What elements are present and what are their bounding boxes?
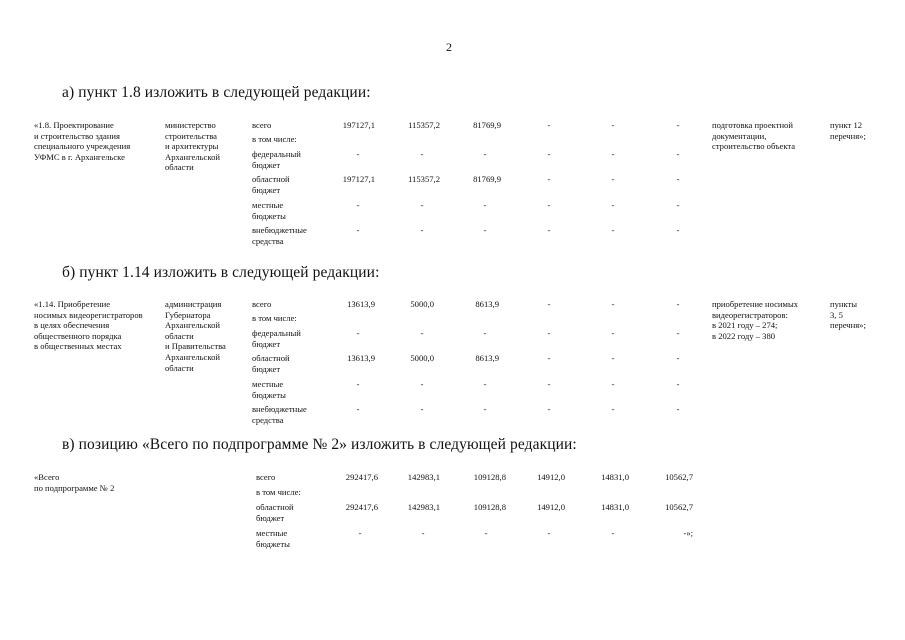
heading-a: а) пункт 1.8 изложить в следующей редакции:	[62, 84, 371, 101]
value-2022: -	[547, 328, 551, 338]
value-2024: -	[676, 379, 680, 389]
item-executor: администрация Губернатора Архангельской области и Правительства Архангельской области	[165, 299, 226, 373]
item-reference: пункты 3, 5 перечня»;	[830, 299, 866, 331]
value-2021: -	[484, 528, 488, 538]
row-label: областной бюджет	[252, 174, 290, 195]
page-number: 2	[446, 40, 452, 54]
item-name: «1.14. Приобретение носимых видеорегистраторов в целях обеспечения общественного порядка в общественных местах	[34, 299, 143, 352]
value-2022: 14912,0	[537, 502, 565, 512]
item-reference: пункт 12 перечня»;	[830, 120, 866, 141]
value-2022: -	[547, 149, 551, 159]
value-total: 292417,6	[345, 472, 378, 482]
value-total: 292417,6	[345, 502, 378, 512]
item-name: «Всего по подпрограмме № 2	[34, 472, 115, 493]
value-2023: -	[611, 353, 615, 363]
row-label: областной бюджет	[252, 353, 290, 374]
value-2024: -	[676, 299, 680, 309]
value-2021: -	[483, 379, 487, 389]
value-2020: -	[420, 200, 424, 210]
value-2021: 81769,9	[473, 174, 501, 184]
value-2021: -	[483, 225, 487, 235]
value-2020: 115357,2	[408, 174, 440, 184]
value-2021: -	[483, 200, 487, 210]
value-2020: -	[420, 404, 424, 414]
value-2022: 14912,0	[537, 472, 565, 482]
heading-c: в) позицию «Всего по подпрограмме № 2» изложить в следующей редакции:	[62, 436, 577, 453]
value-2024: -	[676, 328, 680, 338]
row-label: всего	[256, 472, 276, 482]
heading-b: б) пункт 1.14 изложить в следующей редакции:	[62, 264, 380, 281]
value-2024: -	[676, 404, 680, 414]
value-2021: 109128,8	[473, 472, 506, 482]
value-2023: -	[611, 120, 615, 130]
value-2024: -	[676, 174, 680, 184]
value-2022: -	[547, 200, 551, 210]
value-2022: -	[547, 528, 551, 538]
value-total: 13613,9	[347, 353, 375, 363]
row-label: внебюджетные средства	[252, 225, 307, 246]
value-2022: -	[547, 225, 551, 235]
item-executor: министерство строительства и архитектуры Архангельской области	[165, 120, 220, 173]
value-2024: 10562,7	[665, 502, 693, 512]
value-total: -	[356, 404, 360, 414]
value-2023: -	[611, 404, 615, 414]
value-2023: -	[611, 225, 615, 235]
value-2021: 109128,8	[473, 502, 506, 512]
value-2020: -	[420, 149, 424, 159]
value-2022: -	[547, 174, 551, 184]
row-label: федеральный бюджет	[252, 149, 301, 170]
value-2022: -	[547, 379, 551, 389]
value-2023: 14831,0	[601, 502, 629, 512]
row-label: областной бюджет	[256, 502, 294, 523]
value-total: -	[356, 200, 360, 210]
value-2023: -	[611, 379, 615, 389]
value-2020: -	[420, 225, 424, 235]
value-2023: -	[611, 299, 615, 309]
value-total: -	[356, 379, 360, 389]
value-2021: 8613,9	[475, 299, 499, 309]
value-total: -	[356, 328, 360, 338]
value-total: -	[356, 149, 360, 159]
value-2021: -	[483, 404, 487, 414]
value-2022: -	[547, 120, 551, 130]
row-label: местные бюджеты	[252, 379, 286, 400]
value-2020: -	[421, 528, 425, 538]
value-2020: 115357,2	[408, 120, 440, 130]
value-total: -	[356, 225, 360, 235]
value-2022: -	[547, 404, 551, 414]
row-label: в том числе:	[252, 134, 297, 144]
value-2024: -	[676, 200, 680, 210]
value-total: 197127,1	[342, 120, 375, 130]
value-2020: -	[420, 379, 424, 389]
value-2024: -	[676, 353, 680, 363]
row-label: всего	[252, 299, 272, 309]
row-label: местные бюджеты	[252, 200, 286, 221]
row-label: в том числе:	[256, 487, 301, 497]
value-2023: -	[611, 149, 615, 159]
item-name: «1.8. Проектирование и строительство здания специального учреждения УФМС в г. Архангельске	[34, 120, 131, 162]
row-label: местные бюджеты	[256, 528, 290, 549]
value-2021: -	[483, 328, 487, 338]
value-2021: 81769,9	[473, 120, 501, 130]
value-2020: 5000,0	[410, 353, 434, 363]
value-2024: -»;	[683, 528, 693, 538]
value-2020: 142983,1	[407, 472, 440, 482]
item-result: подготовка проектной документации, строительство объекта	[712, 120, 796, 152]
value-2020: 142983,1	[407, 502, 440, 512]
value-2024: 10562,7	[665, 472, 693, 482]
row-label: в том числе:	[252, 313, 297, 323]
value-2023: 14831,0	[601, 472, 629, 482]
value-total: 197127,1	[342, 174, 375, 184]
value-2024: -	[676, 120, 680, 130]
value-total: 13613,9	[347, 299, 375, 309]
value-2020: -	[420, 328, 424, 338]
row-label: внебюджетные средства	[252, 404, 307, 425]
row-label: всего	[252, 120, 272, 130]
value-total: -	[358, 528, 362, 538]
value-2023: -	[611, 174, 615, 184]
value-2023: -	[611, 528, 615, 538]
value-2024: -	[676, 149, 680, 159]
value-2022: -	[547, 353, 551, 363]
value-2023: -	[611, 200, 615, 210]
value-2021: -	[483, 149, 487, 159]
row-label: федеральный бюджет	[252, 328, 301, 349]
value-2022: -	[547, 299, 551, 309]
value-2024: -	[676, 225, 680, 235]
value-2021: 8613,9	[475, 353, 499, 363]
value-2020: 5000,0	[410, 299, 434, 309]
value-2023: -	[611, 328, 615, 338]
item-result: приобретение носимых видеорегистраторов: в 2021 году – 274; в 2022 году – 380	[712, 299, 799, 341]
